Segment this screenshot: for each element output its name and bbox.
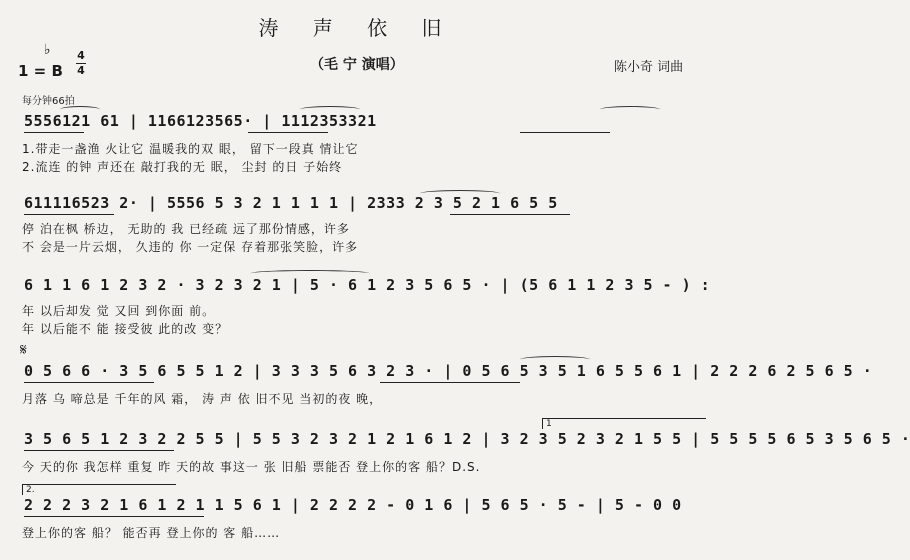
song-title: 涛 声 依 旧 — [258, 16, 456, 40]
lyric-line-6: 登上你的客 船？ 能否再 登上你的 客 船…… — [22, 526, 281, 540]
notation-line-5: 3 5 6 5 1 2 3 2 2 5 5 | 5 5 3 2 3 2 1 2 1 6 1 2 | 3 2 3 5 2 3 2 1 5 5 | 5 5 5 5 6 5 3 5 6 5 · — [24, 430, 910, 448]
slur-mark — [300, 106, 360, 113]
key-flat-sign: ♭ — [44, 42, 51, 58]
lyric-line-3-verse-1: 年 以后却发 觉 又回 到你面 前。 — [22, 304, 216, 318]
key-signature: 1 = B — [18, 62, 63, 80]
time-signature — [76, 50, 86, 77]
slur-mark — [60, 106, 100, 113]
beam-line — [248, 132, 328, 133]
beam-line — [24, 516, 204, 517]
second-ending-bracket: 2. — [22, 484, 176, 495]
notation-line-4: 0 5 6 6 · 3 5 6 5 5 1 2 | 3 3 3 5 6 3 2 3 · | 0 5 6 5 3 5 1 6 5 5 6 1 | 2 2 2 6 2 5 6 5 · — [24, 362, 873, 380]
tempo-marking: 每分钟66拍 — [22, 96, 75, 107]
beam-line — [380, 382, 520, 383]
lyric-line-1-verse-2: 2.流连 的钟 声还在 敲打我的无 眠， 尘封 的日 子始终 — [22, 160, 343, 174]
composer-credit: 陈小奇 词曲 — [614, 60, 684, 75]
lyric-line-2-verse-1: 停 泊在枫 桥边， 无助的 我 已经疏 远了那份情感，许多 — [22, 222, 350, 236]
time-signature-top: 4 — [77, 49, 85, 62]
beam-line — [24, 132, 84, 133]
first-ending-bracket: 1 — [542, 418, 706, 429]
notation-line-6: 2 2 2 3 2 1 6 1 2 1 1 5 6 1 | 2 2 2 2 - 0 1 6 | 5 6 5 · 5 - | 5 - 0 0 — [24, 496, 682, 514]
lyric-line-2-verse-2: 不 会是一片云烟， 久违的 你 一定保 存着那张笑脸，许多 — [22, 240, 359, 254]
segno-sign: 𝄋 — [20, 340, 27, 359]
beam-line — [24, 214, 114, 215]
lyric-line-3-verse-2: 年 以后能不 能 接受彼 此的改 变？ — [22, 322, 229, 336]
lyric-line-1-verse-1: 1.带走一盏渔 火让它 温暖我的双 眼， 留下一段真 情让它 — [22, 142, 359, 156]
slur-mark — [600, 106, 660, 113]
beam-line — [450, 214, 570, 215]
singer-credit: （毛 宁 演唱） — [310, 57, 404, 73]
notation-line-1: 5556121 61 | 1166123565· | 1112353321 — [24, 112, 377, 130]
slur-mark — [250, 270, 370, 277]
beam-line — [24, 382, 154, 383]
beam-line — [520, 132, 610, 133]
slur-mark — [420, 190, 500, 197]
beam-line — [24, 450, 174, 451]
notation-line-3: 6 1 1 6 1 2 3 2 · 3 2 3 2 1 | 5 · 6 1 2 3 5 6 5 · | (5 6 1 1 2 3 5 - ) : — [24, 276, 711, 294]
lyric-line-4: 月落 乌 啼总是 千年的风 霜， 涛 声 依 旧不见 当初的夜 晚， — [22, 392, 383, 406]
slur-mark — [520, 356, 590, 363]
lyric-line-5: 今 天的你 我怎样 重复 昨 天的故 事这一 张 旧船 票能否 登上你的客 船？D.S. — [22, 460, 481, 474]
notation-line-2: 611116523 2· | 5556 5 3 2 1 1 1 1 | 2333 2 3 5 2 1 6 5 5 — [24, 194, 558, 212]
time-signature-bottom: 4 — [77, 64, 85, 77]
